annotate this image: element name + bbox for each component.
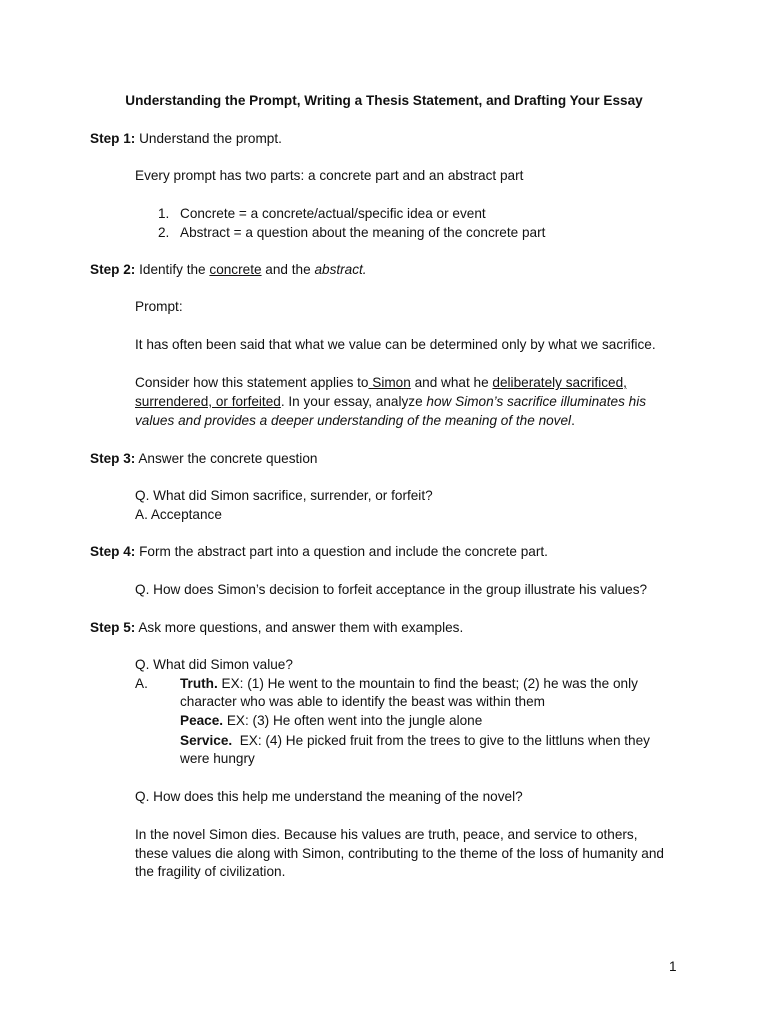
step3-answer: A. Acceptance (135, 507, 222, 522)
conclusion-line-3: the fragility of civilization. (135, 864, 286, 879)
step1-intro: Every prompt has two parts: a concrete part and an abstract part (135, 168, 524, 183)
conclusion-line-2: these values die along with Simon, contributing to the theme of the loss of humanity and (135, 846, 664, 861)
abstract-italic: abstract. (314, 262, 367, 277)
service-text-1: EX: (4) He picked fruit from the trees to give to the littluns when they (232, 733, 650, 748)
truth-line-2: character who was able to identify the beast was within them (180, 694, 545, 709)
step1-item-2-num: 2. (158, 225, 170, 240)
step1-text: Understand the prompt. (135, 131, 282, 146)
step1-label: Step 1: (90, 131, 136, 146)
prompt-consider-line-1 (135, 374, 627, 392)
service-line-2: were hungry (180, 751, 255, 766)
step4-heading (90, 543, 548, 561)
peace-label: Peace. (180, 713, 224, 728)
concrete-underlined: concrete (209, 262, 262, 277)
step2-label: Step 2: (90, 262, 136, 277)
page-number: 1 (669, 959, 677, 974)
step2-text-b: and the (261, 262, 315, 277)
service-label: Service. (180, 733, 233, 748)
step2-text-a: Identify the (135, 262, 210, 277)
prompt-consider-line-3 (135, 412, 575, 430)
essay-italic-2: values and provides a deeper understanding of the meaning of the novel (135, 413, 572, 428)
consider-text-b: and what he (410, 375, 493, 390)
truth-text-1: EX: (1) He went to the mountain to find the beast; (2) he was the only (217, 676, 638, 691)
prompt-label: Prompt: (135, 299, 183, 314)
step5-label: Step 5: (90, 620, 136, 635)
step1-heading (90, 130, 282, 148)
page-title: Understanding the Prompt, Writing a Thesis Statement, and Drafting Your Essay (125, 93, 643, 108)
essay-end: . (571, 413, 575, 428)
step5-question-2: Q. How does this help me understand the meaning of the novel? (135, 789, 523, 804)
step3-heading (90, 450, 317, 468)
step3-label: Step 3: (90, 451, 136, 466)
conclusion-line-1: In the novel Simon dies. Because his values are truth, peace, and service to others, (135, 827, 638, 842)
step5-heading (90, 619, 463, 637)
step1-item-1-num: 1. (158, 206, 170, 221)
step4-question: Q. How does Simon’s decision to forfeit acceptance in the group illustrate his values? (135, 582, 648, 597)
consider-text-a: Consider how this statement applies to (135, 375, 369, 390)
essay-text-a: . In your essay, analyze (280, 394, 427, 409)
peace-line (180, 712, 482, 730)
step4-text: Form the abstract part into a question and include the concrete part. (135, 544, 548, 559)
peace-text: EX: (3) He often went into the jungle alone (223, 713, 483, 728)
prompt-quote: It has often been said that what we value can be determined only by what we sacrifice. (135, 337, 656, 352)
step5-text: Ask more questions, and answer them with examples. (135, 620, 464, 635)
deliberately-underlined: deliberately sacrificed, (492, 375, 627, 390)
truth-line-1 (180, 675, 638, 693)
step4-label: Step 4: (90, 544, 136, 559)
surrendered-underlined: surrendered, or forfeited (135, 394, 281, 409)
step5-answer-label: A. (135, 676, 148, 691)
simon-underlined: Simon (368, 375, 411, 390)
prompt-consider-line-2 (135, 393, 646, 411)
essay-italic-1: how Simon’s sacrifice illuminates his (426, 394, 647, 409)
step5-question-1: Q. What did Simon value? (135, 657, 293, 672)
step1-item-1-text: Concrete = a concrete/actual/specific idea or event (180, 206, 486, 221)
step3-question: Q. What did Simon sacrifice, surrender, or forfeit? (135, 488, 433, 503)
step1-item-2-text: Abstract = a question about the meaning of the concrete part (180, 225, 546, 240)
step3-text: Answer the concrete question (135, 451, 318, 466)
service-line-1 (180, 732, 650, 750)
step2-heading (90, 261, 367, 279)
truth-label: Truth. (180, 676, 218, 691)
